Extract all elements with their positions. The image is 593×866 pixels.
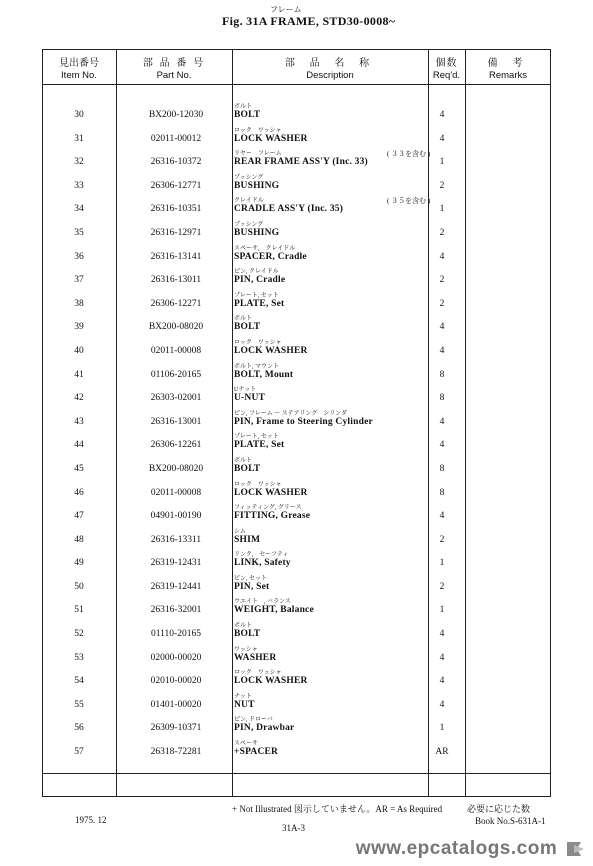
part-number: 02010-00020	[150, 676, 202, 687]
table-row	[42, 171, 551, 195]
table-row	[42, 194, 551, 218]
table-row	[42, 548, 551, 572]
header-qty-en: Req'd.	[432, 70, 461, 81]
part-number: 26316-13001	[150, 416, 202, 427]
header-part-en: Part No.	[156, 70, 192, 81]
page-title: Fig. 31A FRAME, STD30-0008~	[222, 14, 396, 28]
item-number: 54	[74, 676, 84, 687]
quantity: 1	[439, 204, 445, 215]
description: CRADLE ASS'Y (Inc. 35)	[234, 204, 344, 215]
description-kana: ボルト, マウント	[234, 363, 280, 370]
part-number: 26316-12971	[150, 227, 202, 238]
description-kana: ピン, セット	[234, 575, 268, 582]
item-number: 32	[74, 157, 84, 168]
part-number: 26319-12441	[150, 581, 202, 592]
description-kana: ボルト	[234, 623, 253, 630]
description-kana: ロック ワッシャ	[234, 670, 282, 677]
table-row	[42, 454, 551, 478]
item-number: 31	[74, 133, 84, 144]
part-number: 26306-12771	[150, 180, 202, 191]
description-kana: スペーサ	[234, 741, 259, 748]
header-remarks-jp: 備 考	[487, 58, 529, 69]
description: BOLT	[234, 629, 261, 640]
print-date: 1975. 12	[75, 815, 107, 825]
header-part-jp: 部 品 番 号	[142, 58, 206, 69]
item-number: 34	[74, 204, 84, 215]
item-number: 51	[74, 605, 84, 616]
item-number: 39	[74, 322, 84, 333]
header-remarks	[465, 58, 551, 82]
item-number: 45	[74, 463, 84, 474]
quantity: 4	[439, 133, 445, 144]
item-number: 56	[74, 723, 84, 734]
legend-note-jp: 必要に応じた数	[467, 804, 531, 814]
description: PIN, Drawbar	[234, 723, 295, 734]
item-number: 35	[74, 227, 84, 238]
description-kana: スペーサ, クレイドル	[234, 245, 296, 252]
header-desc-en: Description	[306, 70, 354, 81]
description: SPACER, Cradle	[234, 251, 307, 262]
part-number: 26316-13141	[150, 251, 202, 262]
item-number: 48	[74, 534, 84, 545]
item-number: 33	[74, 180, 84, 191]
part-number: 26319-12431	[150, 558, 202, 569]
description: BUSHING	[234, 180, 280, 191]
item-number: 30	[74, 110, 84, 120]
description-kana: ロック ワッシャ	[234, 481, 282, 488]
description-kana: ブッシング	[234, 221, 264, 228]
description: BOLT	[234, 110, 261, 120]
part-number: 26316-10351	[150, 204, 202, 215]
header-item-en: Item No.	[61, 70, 97, 81]
description-note: ( ３３を含む )	[387, 150, 431, 159]
part-number: 02011-00012	[150, 133, 202, 144]
description: U-NUT	[234, 393, 266, 404]
part-number: 26316-13311	[150, 534, 202, 545]
quantity: 2	[439, 275, 445, 286]
quantity: 1	[439, 558, 445, 569]
legend-note: + Not Illustrated 図示していません。AR = As Required	[232, 804, 443, 814]
book-number: Book No.S-631A-1	[475, 816, 546, 826]
description: WASHER	[234, 652, 277, 663]
item-number: 50	[74, 581, 84, 592]
quantity: 2	[439, 581, 445, 592]
description: PIN, Frame to Steering Cylinder	[234, 416, 373, 427]
header-qty-jp: 個数	[435, 58, 458, 69]
part-number: 26306-12271	[150, 298, 202, 309]
table-row	[42, 737, 551, 761]
description-kana: プレート, セット	[234, 434, 279, 441]
description-kana: ピン, フレーム 〜 ステアリング シリンダ	[234, 410, 348, 417]
item-number: 52	[74, 629, 84, 640]
description-kana: ピン, クレイドル	[234, 269, 279, 276]
quantity: 4	[439, 110, 445, 120]
description: LINK, Safety	[234, 558, 291, 569]
header-item-jp: 見出番号	[59, 58, 99, 69]
description-kana: ボルト	[234, 457, 253, 464]
quantity: 4	[439, 416, 445, 427]
quantity: 8	[439, 487, 445, 498]
part-number: 26303-02001	[150, 393, 202, 404]
item-number: 55	[74, 699, 84, 710]
table-row	[42, 289, 551, 313]
item-number: 53	[74, 652, 84, 663]
description-kana: ピン, ドローバ	[234, 717, 273, 724]
description: PLATE, Set	[234, 298, 285, 309]
part-number: 01110-20165	[151, 629, 201, 640]
page-number: 31A-3	[282, 823, 305, 833]
item-number: 40	[74, 345, 84, 356]
quantity: 2	[439, 180, 445, 191]
item-number: 42	[74, 393, 84, 404]
part-number: 02000-00020	[150, 652, 202, 663]
description: FITTING, Grease	[234, 511, 311, 522]
table-row	[42, 312, 551, 336]
quantity: 1	[439, 723, 445, 734]
description-kana: ウエイト , バランス	[234, 599, 291, 606]
table-row	[42, 265, 551, 289]
quantity: 4	[439, 652, 445, 663]
part-number: BX200-08020	[148, 463, 204, 474]
quantity: 1	[439, 157, 445, 168]
table-bottom-rule	[42, 773, 551, 774]
quantity: 8	[439, 369, 445, 380]
description-kana: ワッシャ	[234, 646, 258, 653]
table-row	[42, 572, 551, 596]
table-row	[42, 407, 551, 431]
quantity: 2	[439, 298, 445, 309]
table-row	[42, 242, 551, 266]
title-kana: フレーム	[270, 5, 302, 14]
part-number: 02011-00008	[150, 345, 202, 356]
watermark-text: www.epcatalogs.com	[355, 838, 558, 859]
header-quantity	[428, 58, 465, 82]
description: SHIM	[234, 534, 261, 545]
description-kana: ボルト	[234, 104, 253, 110]
description: REAR FRAME ASS'Y (Inc. 33)	[234, 157, 368, 168]
quantity: 4	[439, 251, 445, 262]
description: NUT	[234, 699, 255, 710]
table-row	[42, 690, 551, 714]
description: LOCK WASHER	[234, 676, 308, 687]
header-desc-jp: 部 品 名 称	[284, 58, 376, 69]
quantity: 4	[439, 345, 445, 356]
part-number: 26318-72281	[150, 747, 202, 758]
part-number: BX200-12030	[148, 110, 204, 120]
part-number: 26316-13011	[150, 275, 202, 286]
description-kana: リンク, セーフティ	[234, 552, 289, 559]
watermark-logo-icon	[565, 840, 585, 858]
description-kana: クレイドル	[234, 198, 264, 205]
quantity: 4	[439, 511, 445, 522]
table-row	[42, 124, 551, 148]
part-number: 26309-10371	[150, 723, 202, 734]
table-row	[42, 383, 551, 407]
description: BOLT, Mount	[234, 369, 294, 380]
quantity: 4	[439, 629, 445, 640]
quantity: AR	[435, 747, 449, 758]
quantity: 1	[439, 605, 445, 616]
quantity: 4	[439, 440, 445, 451]
description: LOCK WASHER	[234, 345, 308, 356]
table-row	[42, 713, 551, 737]
table-row	[42, 666, 551, 690]
header-remarks-en: Remarks	[488, 70, 527, 81]
part-number: 26316-32001	[150, 605, 202, 616]
description-kana: プレート, セット	[234, 292, 279, 299]
part-number: BX200-08020	[148, 322, 204, 333]
description-kana: ブッシング	[234, 174, 264, 181]
description: WEIGHT, Balance	[234, 605, 314, 616]
description: BUSHING	[234, 227, 280, 238]
table-row	[42, 525, 551, 549]
table-row	[42, 619, 551, 643]
part-number: 01106-20165	[150, 369, 202, 380]
item-number: 41	[74, 369, 84, 380]
table-row	[42, 501, 551, 525]
table-row	[42, 430, 551, 454]
description-kana: リヤー フレーム	[234, 151, 282, 158]
parts-list	[42, 100, 551, 761]
quantity: 2	[439, 227, 445, 238]
description: PLATE, Set	[234, 440, 285, 451]
description: BOLT	[234, 463, 261, 474]
header-description	[232, 58, 428, 82]
item-number: 57	[74, 747, 84, 758]
table-row	[42, 478, 551, 502]
header-part-no	[116, 58, 232, 82]
description: LOCK WASHER	[234, 133, 308, 144]
description-kana: ボルト	[234, 316, 253, 323]
part-number: 26306-12261	[150, 440, 202, 451]
description: PIN, Set	[234, 581, 270, 592]
description-kana: ロック ワッシャ	[234, 127, 282, 134]
item-number: 43	[74, 416, 84, 427]
header-divider	[42, 84, 551, 85]
description-note: ( ３５を含む )	[387, 197, 431, 206]
table-row	[42, 595, 551, 619]
table-row	[42, 643, 551, 667]
item-number: 44	[74, 440, 84, 451]
description-kana: シム	[234, 528, 246, 535]
item-number: 49	[74, 558, 84, 569]
description: LOCK WASHER	[234, 487, 308, 498]
item-number: 38	[74, 298, 84, 309]
header-item-no	[42, 58, 116, 82]
part-number: 04901-00190	[150, 511, 202, 522]
quantity: 2	[439, 534, 445, 545]
description-kana: フィッティング, グリース	[234, 505, 302, 512]
table-row	[42, 218, 551, 242]
description-kana: ロック ワッシャ	[234, 339, 282, 346]
item-number: 37	[74, 275, 84, 286]
quantity: 8	[439, 393, 445, 404]
quantity: 4	[439, 699, 445, 710]
description: PIN, Cradle	[234, 275, 286, 286]
table-row	[42, 100, 551, 124]
table-row	[42, 147, 551, 171]
quantity: 8	[439, 463, 445, 474]
description: BOLT	[234, 322, 261, 333]
description-kana: ナット	[234, 693, 252, 700]
item-number: 36	[74, 251, 84, 262]
description-kana: Uナット	[234, 387, 257, 394]
watermark	[356, 838, 585, 860]
part-number: 26316-10372	[150, 157, 202, 168]
part-number: 01401-00020	[150, 699, 202, 710]
item-number: 46	[74, 487, 84, 498]
quantity: 4	[439, 676, 445, 687]
item-number: 47	[74, 511, 84, 522]
table-row	[42, 360, 551, 384]
part-number: 02011-00008	[150, 487, 202, 498]
table-row	[42, 336, 551, 360]
quantity: 4	[439, 322, 445, 333]
description: +SPACER	[234, 747, 279, 758]
